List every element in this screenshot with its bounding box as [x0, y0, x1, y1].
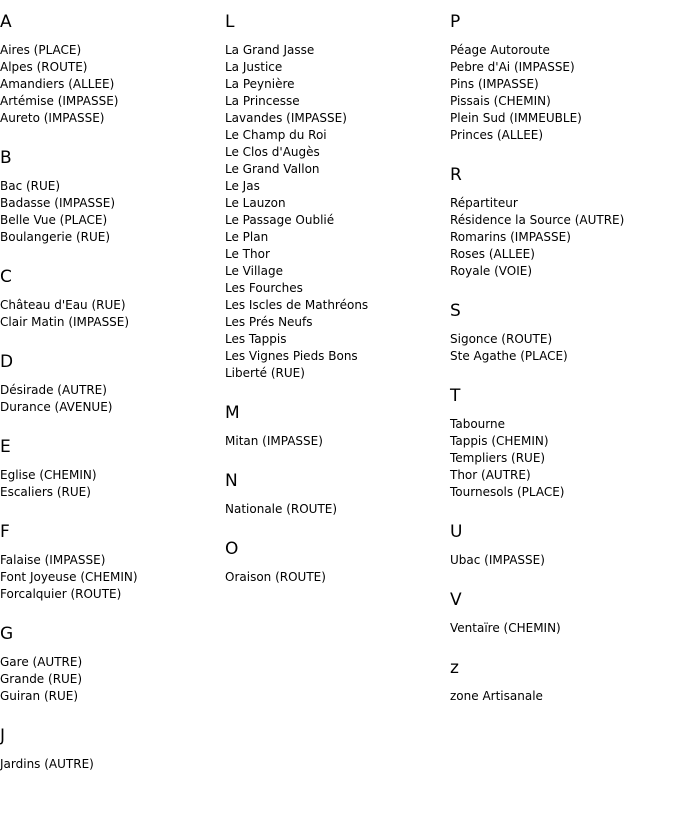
street-link[interactable]: Thor (AUTRE) [450, 468, 531, 482]
letter-section [0, 12, 220, 127]
street-link[interactable]: Gare (AUTRE) [0, 655, 83, 669]
street-link[interactable]: Répartiteur [450, 196, 518, 210]
street-link[interactable]: Le Jas [225, 179, 260, 193]
street-link[interactable]: Eglise (CHEMIN) [0, 468, 97, 482]
street-index-column-1 [0, 12, 220, 773]
street-link[interactable]: La Grand Jasse [225, 43, 315, 57]
street-list [450, 42, 670, 144]
street-link[interactable]: Forcalquier (ROUTE) [0, 587, 122, 601]
letter-section [0, 624, 220, 705]
street-list [0, 297, 220, 331]
street-list [450, 331, 670, 365]
street-link[interactable]: Badasse (IMPASSE) [0, 196, 116, 210]
street-link[interactable]: La Princesse [225, 94, 300, 108]
street-link[interactable]: Bac (RUE) [0, 179, 61, 193]
street-link[interactable]: Guiran (RUE) [0, 689, 79, 703]
street-link[interactable]: Désirade (AUTRE) [0, 383, 107, 397]
section-letter-heading: B [0, 148, 12, 168]
street-link[interactable]: Princes (ALLEE) [450, 128, 544, 142]
street-link[interactable]: Tabourne [450, 417, 505, 431]
street-link[interactable]: La Peynière [225, 77, 295, 91]
street-link[interactable]: Font Joyeuse (CHEMIN) [0, 570, 138, 584]
street-link[interactable]: Ubac (IMPASSE) [450, 553, 545, 567]
street-link[interactable]: Les Tappis [225, 332, 287, 346]
street-link[interactable]: Les Prés Neufs [225, 315, 313, 329]
section-letter-heading: V [450, 590, 462, 610]
section-letter-heading: L [225, 12, 235, 32]
street-list [0, 42, 220, 127]
street-link[interactable]: Plein Sud (IMMEUBLE) [450, 111, 582, 125]
street-link[interactable]: Grande (RUE) [0, 672, 83, 686]
street-link[interactable]: Escaliers (RUE) [0, 485, 91, 499]
letter-section [0, 352, 220, 416]
letter-section [0, 267, 220, 331]
street-link[interactable]: Le Thor [225, 247, 270, 261]
street-list [450, 195, 670, 280]
street-link[interactable]: Pebre d'Ai (IMPASSE) [450, 60, 575, 74]
section-letter-heading: N [225, 471, 238, 491]
letter-section [450, 658, 670, 705]
section-letter-heading: C [0, 267, 12, 287]
street-link[interactable]: Les Fourches [225, 281, 303, 295]
letter-section [225, 539, 445, 586]
letter-section [450, 301, 670, 365]
section-letter-heading: z [450, 658, 459, 678]
section-letter-heading: D [0, 352, 14, 372]
letter-section [225, 12, 445, 382]
street-link[interactable]: Belle Vue (PLACE) [0, 213, 108, 227]
section-letter-heading: A [0, 12, 12, 32]
street-link[interactable]: Le Village [225, 264, 283, 278]
street-link[interactable]: Oraison (ROUTE) [225, 570, 326, 584]
section-letter-heading: R [450, 165, 462, 185]
street-list [450, 688, 670, 705]
street-link[interactable]: Pissais (CHEMIN) [450, 94, 551, 108]
street-link[interactable]: Amandiers (ALLEE) [0, 77, 115, 91]
street-index-column-2 [225, 12, 445, 586]
street-list [0, 756, 220, 773]
letter-section [450, 386, 670, 501]
letter-section [0, 726, 220, 773]
street-link[interactable]: Le Passage Oublié [225, 213, 335, 227]
street-link[interactable]: Nationale (ROUTE) [225, 502, 338, 516]
street-link[interactable]: Les Iscles de Mathréons [225, 298, 369, 312]
section-letter-heading: J [0, 726, 6, 746]
street-link[interactable]: Pins (IMPASSE) [450, 77, 539, 91]
letter-section [450, 12, 670, 144]
letter-section [225, 403, 445, 450]
street-link[interactable]: Tappis (CHEMIN) [450, 434, 549, 448]
street-link[interactable]: Sigonce (ROUTE) [450, 332, 553, 346]
section-letter-heading: F [0, 522, 10, 542]
street-link[interactable]: Boulangerie (RUE) [0, 230, 111, 244]
section-letter-heading: O [225, 539, 239, 559]
street-link[interactable]: Le Plan [225, 230, 269, 244]
street-link[interactable]: Tournesols (PLACE) [450, 485, 565, 499]
letter-section [0, 522, 220, 603]
street-list [0, 552, 220, 603]
street-list [225, 433, 445, 450]
street-list [450, 416, 670, 501]
street-link[interactable]: Templiers (RUE) [450, 451, 546, 465]
street-link[interactable]: Péage Autoroute [450, 43, 550, 57]
street-link[interactable]: Durance (AVENUE) [0, 400, 113, 414]
street-list [0, 654, 220, 705]
street-link[interactable]: zone Artisanale [450, 689, 543, 703]
street-link[interactable]: Artémise (IMPASSE) [0, 94, 119, 108]
street-list [225, 501, 445, 518]
street-link[interactable]: Le Grand Vallon [225, 162, 320, 176]
street-link[interactable]: Les Vignes Pieds Bons [225, 349, 358, 363]
street-link[interactable]: Lavandes (IMPASSE) [225, 111, 347, 125]
street-link[interactable]: Ste Agathe (PLACE) [450, 349, 568, 363]
street-link[interactable]: Falaise (IMPASSE) [0, 553, 106, 567]
letter-section [0, 148, 220, 246]
street-list [0, 467, 220, 501]
street-link[interactable]: Mitan (IMPASSE) [225, 434, 323, 448]
street-link[interactable]: Roses (ALLEE) [450, 247, 535, 261]
letter-section [450, 590, 670, 637]
section-letter-heading: M [225, 403, 240, 423]
letter-section [0, 437, 220, 501]
street-list [225, 42, 445, 382]
street-link[interactable]: Liberté (RUE) [225, 366, 305, 380]
section-letter-heading: G [0, 624, 14, 644]
street-link[interactable]: Le Lauzon [225, 196, 286, 210]
street-index-column-3 [450, 12, 670, 705]
street-list [225, 569, 445, 586]
letter-section [450, 522, 670, 569]
street-link[interactable]: Romarins (IMPASSE) [450, 230, 571, 244]
section-letter-heading: E [0, 437, 11, 457]
section-letter-heading: P [450, 12, 461, 32]
street-link[interactable]: Ventaïre (CHEMIN) [450, 621, 561, 635]
street-list [450, 620, 670, 637]
street-link[interactable]: Clair Matin (IMPASSE) [0, 315, 130, 329]
street-link[interactable]: La Justice [225, 60, 283, 74]
street-link[interactable]: Château d'Eau (RUE) [0, 298, 126, 312]
street-link[interactable]: Alpes (ROUTE) [0, 60, 88, 74]
street-list [0, 178, 220, 246]
street-list [450, 552, 670, 569]
street-link[interactable]: Le Clos d'Augès [225, 145, 320, 159]
street-link[interactable]: Le Champ du Roi [225, 128, 327, 142]
street-link[interactable]: Jardins (AUTRE) [0, 757, 94, 771]
street-link[interactable]: Aureto (IMPASSE) [0, 111, 105, 125]
section-letter-heading: T [450, 386, 461, 406]
street-list [0, 382, 220, 416]
letter-section [450, 165, 670, 280]
section-letter-heading: S [450, 301, 461, 321]
street-link[interactable]: Résidence la Source (AUTRE) [450, 213, 625, 227]
street-link[interactable]: Aires (PLACE) [0, 43, 82, 57]
letter-section [225, 471, 445, 518]
street-link[interactable]: Royale (VOIE) [450, 264, 533, 278]
section-letter-heading: U [450, 522, 463, 542]
